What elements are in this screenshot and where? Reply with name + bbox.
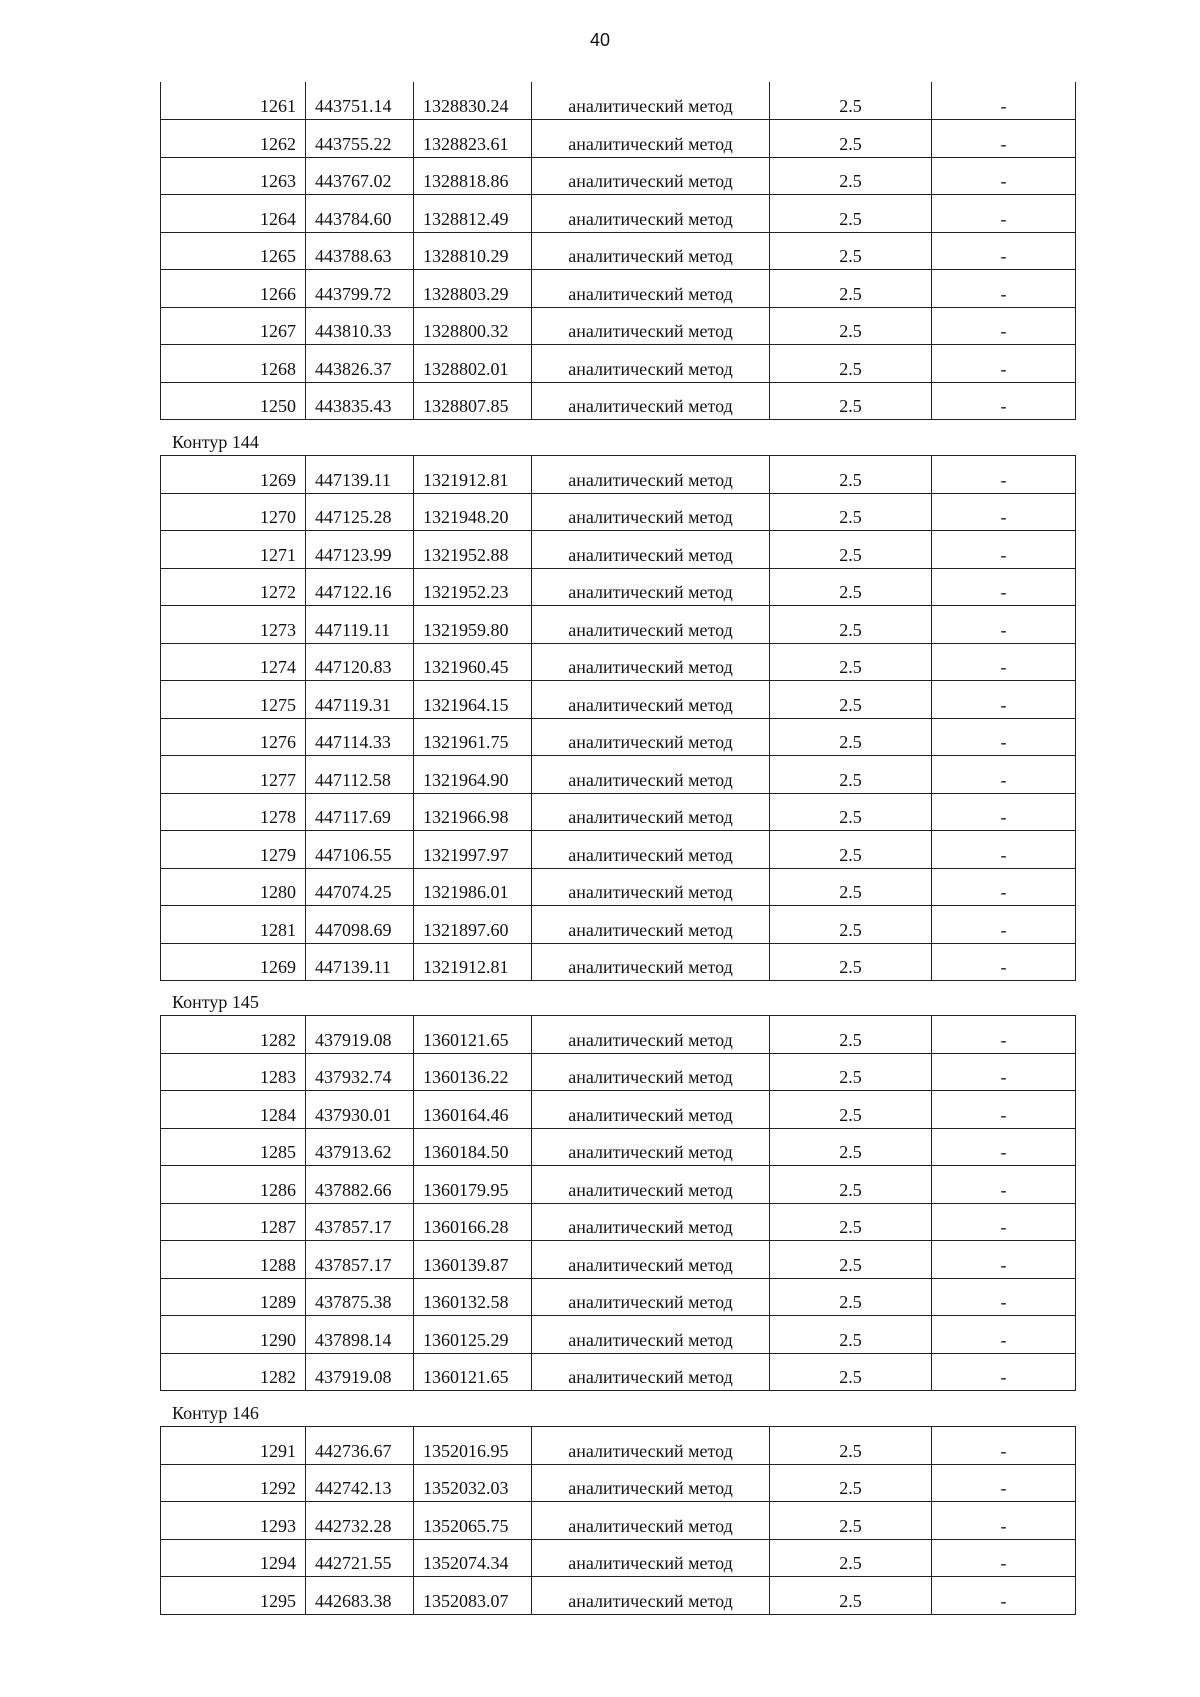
y-coordinate-cell: 1360139.87 (414, 1241, 532, 1279)
x-coordinate-cell: 443826.37 (306, 345, 414, 383)
table-row (161, 1278, 1076, 1316)
x-coordinate-cell: 437898.14 (306, 1316, 414, 1354)
description-cell: - (932, 1353, 1076, 1391)
method-cell: аналитический метод (532, 456, 770, 494)
error-cell: 2.5 (770, 831, 932, 869)
x-coordinate-cell: 443755.22 (306, 120, 414, 158)
table-row (161, 307, 1076, 345)
y-coordinate-cell: 1328810.29 (414, 232, 532, 270)
method-cell: аналитический метод (532, 1278, 770, 1316)
contour-caption: Контур 145 (172, 992, 259, 1012)
description-cell: - (932, 1053, 1076, 1091)
table-row (161, 382, 1076, 420)
method-cell: аналитический метод (532, 906, 770, 944)
error-cell: 2.5 (770, 943, 932, 981)
error-cell: 2.5 (770, 232, 932, 270)
table-row (161, 1203, 1076, 1241)
error-cell: 2.5 (770, 456, 932, 494)
x-coordinate-cell: 447112.58 (306, 756, 414, 794)
description-cell: - (932, 307, 1076, 345)
y-coordinate-cell: 1328823.61 (414, 120, 532, 158)
description-cell: - (932, 718, 1076, 756)
point-number-cell: 1264 (161, 195, 306, 233)
error-cell: 2.5 (770, 195, 932, 233)
error-cell: 2.5 (770, 1091, 932, 1129)
method-cell: аналитический метод (532, 195, 770, 233)
error-cell: 2.5 (770, 606, 932, 644)
point-number-cell: 1276 (161, 718, 306, 756)
y-coordinate-cell: 1321897.60 (414, 906, 532, 944)
error-cell: 2.5 (770, 718, 932, 756)
y-coordinate-cell: 1328818.86 (414, 157, 532, 195)
x-coordinate-cell: 447098.69 (306, 906, 414, 944)
point-number-cell: 1261 (161, 82, 306, 120)
description-cell: - (932, 568, 1076, 606)
error-cell: 2.5 (770, 82, 932, 120)
y-coordinate-cell: 1321964.90 (414, 756, 532, 794)
table-row (161, 493, 1076, 531)
error-cell: 2.5 (770, 270, 932, 308)
error-cell: 2.5 (770, 493, 932, 531)
method-cell: аналитический метод (532, 606, 770, 644)
coordinates-table (160, 1015, 1076, 1391)
point-number-cell: 1289 (161, 1278, 306, 1316)
error-cell: 2.5 (770, 1502, 932, 1540)
description-cell: - (932, 1539, 1076, 1577)
y-coordinate-cell: 1328807.85 (414, 382, 532, 420)
y-coordinate-cell: 1360125.29 (414, 1316, 532, 1354)
method-cell: аналитический метод (532, 307, 770, 345)
point-number-cell: 1266 (161, 270, 306, 308)
table-row (161, 681, 1076, 719)
description-cell: - (932, 681, 1076, 719)
x-coordinate-cell: 442721.55 (306, 1539, 414, 1577)
table-row (161, 1502, 1076, 1540)
error-cell: 2.5 (770, 1278, 932, 1316)
description-cell: - (932, 120, 1076, 158)
method-cell: аналитический метод (532, 831, 770, 869)
table-row (161, 1166, 1076, 1204)
y-coordinate-cell: 1328800.32 (414, 307, 532, 345)
description-cell: - (932, 1502, 1076, 1540)
x-coordinate-cell: 437913.62 (306, 1128, 414, 1166)
method-cell: аналитический метод (532, 1053, 770, 1091)
section-continued (160, 82, 1075, 420)
point-number-cell: 1274 (161, 643, 306, 681)
table-row (161, 1577, 1076, 1615)
x-coordinate-cell: 443767.02 (306, 157, 414, 195)
method-cell: аналитический метод (532, 1539, 770, 1577)
description-cell: - (932, 1278, 1076, 1316)
section-contour-144 (160, 418, 1075, 981)
method-cell: аналитический метод (532, 1502, 770, 1540)
x-coordinate-cell: 447139.11 (306, 456, 414, 494)
error-cell: 2.5 (770, 1427, 932, 1465)
y-coordinate-cell: 1321912.81 (414, 943, 532, 981)
x-coordinate-cell: 447114.33 (306, 718, 414, 756)
table-row (161, 568, 1076, 606)
table-row (161, 1316, 1076, 1354)
table-row (161, 718, 1076, 756)
method-cell: аналитический метод (532, 1128, 770, 1166)
point-number-cell: 1270 (161, 493, 306, 531)
y-coordinate-cell: 1328803.29 (414, 270, 532, 308)
error-cell: 2.5 (770, 1241, 932, 1279)
point-number-cell: 1279 (161, 831, 306, 869)
x-coordinate-cell: 437932.74 (306, 1053, 414, 1091)
method-cell: аналитический метод (532, 793, 770, 831)
x-coordinate-cell: 437857.17 (306, 1241, 414, 1279)
table-row (161, 345, 1076, 383)
method-cell: аналитический метод (532, 493, 770, 531)
table-row (161, 606, 1076, 644)
error-cell: 2.5 (770, 531, 932, 569)
description-cell: - (932, 232, 1076, 270)
table-row (161, 1053, 1076, 1091)
y-coordinate-cell: 1328812.49 (414, 195, 532, 233)
method-cell: аналитический метод (532, 270, 770, 308)
description-cell: - (932, 382, 1076, 420)
error-cell: 2.5 (770, 1203, 932, 1241)
point-number-cell: 1285 (161, 1128, 306, 1166)
y-coordinate-cell: 1328802.01 (414, 345, 532, 383)
method-cell: аналитический метод (532, 1241, 770, 1279)
table-row (161, 756, 1076, 794)
description-cell: - (932, 157, 1076, 195)
error-cell: 2.5 (770, 1577, 932, 1615)
y-coordinate-cell: 1360179.95 (414, 1166, 532, 1204)
method-cell: аналитический метод (532, 382, 770, 420)
point-number-cell: 1269 (161, 943, 306, 981)
description-cell: - (932, 1464, 1076, 1502)
table-row (161, 868, 1076, 906)
y-coordinate-cell: 1360121.65 (414, 1353, 532, 1391)
error-cell: 2.5 (770, 756, 932, 794)
method-cell: аналитический метод (532, 1316, 770, 1354)
point-number-cell: 1267 (161, 307, 306, 345)
coordinates-table (160, 455, 1076, 981)
error-cell: 2.5 (770, 307, 932, 345)
x-coordinate-cell: 443799.72 (306, 270, 414, 308)
point-number-cell: 1287 (161, 1203, 306, 1241)
point-number-cell: 1291 (161, 1427, 306, 1465)
description-cell: - (932, 1166, 1076, 1204)
description-cell: - (932, 195, 1076, 233)
y-coordinate-cell: 1321986.01 (414, 868, 532, 906)
point-number-cell: 1295 (161, 1577, 306, 1615)
point-number-cell: 1272 (161, 568, 306, 606)
error-cell: 2.5 (770, 1316, 932, 1354)
error-cell: 2.5 (770, 1166, 932, 1204)
method-cell: аналитический метод (532, 157, 770, 195)
y-coordinate-cell: 1360166.28 (414, 1203, 532, 1241)
method-cell: аналитический метод (532, 868, 770, 906)
table-row (161, 531, 1076, 569)
x-coordinate-cell: 443751.14 (306, 82, 414, 120)
error-cell: 2.5 (770, 906, 932, 944)
contour-caption: Контур 146 (172, 1403, 259, 1423)
description-cell: - (932, 1427, 1076, 1465)
error-cell: 2.5 (770, 1128, 932, 1166)
y-coordinate-cell: 1321964.15 (414, 681, 532, 719)
method-cell: аналитический метод (532, 1203, 770, 1241)
point-number-cell: 1286 (161, 1166, 306, 1204)
y-coordinate-cell: 1352065.75 (414, 1502, 532, 1540)
description-cell: - (932, 1091, 1076, 1129)
point-number-cell: 1277 (161, 756, 306, 794)
y-coordinate-cell: 1321961.75 (414, 718, 532, 756)
x-coordinate-cell: 437930.01 (306, 1091, 414, 1129)
description-cell: - (932, 756, 1076, 794)
table-row (161, 456, 1076, 494)
error-cell: 2.5 (770, 1053, 932, 1091)
coordinates-table (160, 82, 1076, 420)
method-cell: аналитический метод (532, 756, 770, 794)
point-number-cell: 1281 (161, 906, 306, 944)
method-cell: аналитический метод (532, 1353, 770, 1391)
error-cell: 2.5 (770, 345, 932, 383)
table-row (161, 793, 1076, 831)
description-cell: - (932, 606, 1076, 644)
point-number-cell: 1292 (161, 1464, 306, 1502)
x-coordinate-cell: 442742.13 (306, 1464, 414, 1502)
section-contour-146 (160, 1389, 1075, 1615)
error-cell: 2.5 (770, 1539, 932, 1577)
method-cell: аналитический метод (532, 531, 770, 569)
description-cell: - (932, 1241, 1076, 1279)
x-coordinate-cell: 442736.67 (306, 1427, 414, 1465)
point-number-cell: 1268 (161, 345, 306, 383)
description-cell: - (932, 943, 1076, 981)
point-number-cell: 1293 (161, 1502, 306, 1540)
table-row (161, 831, 1076, 869)
y-coordinate-cell: 1321952.23 (414, 568, 532, 606)
description-cell: - (932, 793, 1076, 831)
method-cell: аналитический метод (532, 345, 770, 383)
point-number-cell: 1290 (161, 1316, 306, 1354)
table-row (161, 1353, 1076, 1391)
method-cell: аналитический метод (532, 643, 770, 681)
x-coordinate-cell: 447122.16 (306, 568, 414, 606)
x-coordinate-cell: 447074.25 (306, 868, 414, 906)
point-number-cell: 1282 (161, 1016, 306, 1054)
method-cell: аналитический метод (532, 1166, 770, 1204)
point-number-cell: 1283 (161, 1053, 306, 1091)
table-row (161, 232, 1076, 270)
x-coordinate-cell: 443784.60 (306, 195, 414, 233)
y-coordinate-cell: 1321997.97 (414, 831, 532, 869)
table-row (161, 1427, 1076, 1465)
method-cell: аналитический метод (532, 1464, 770, 1502)
y-coordinate-cell: 1321948.20 (414, 493, 532, 531)
error-cell: 2.5 (770, 681, 932, 719)
point-number-cell: 1271 (161, 531, 306, 569)
description-cell: - (932, 456, 1076, 494)
description-cell: - (932, 1128, 1076, 1166)
point-number-cell: 1282 (161, 1353, 306, 1391)
x-coordinate-cell: 437919.08 (306, 1353, 414, 1391)
method-cell: аналитический метод (532, 568, 770, 606)
y-coordinate-cell: 1360164.46 (414, 1091, 532, 1129)
description-cell: - (932, 1316, 1076, 1354)
method-cell: аналитический метод (532, 1091, 770, 1129)
y-coordinate-cell: 1360136.22 (414, 1053, 532, 1091)
error-cell: 2.5 (770, 868, 932, 906)
point-number-cell: 1262 (161, 120, 306, 158)
table-row (161, 120, 1076, 158)
y-coordinate-cell: 1321952.88 (414, 531, 532, 569)
error-cell: 2.5 (770, 568, 932, 606)
method-cell: аналитический метод (532, 681, 770, 719)
point-number-cell: 1288 (161, 1241, 306, 1279)
table-row (161, 1464, 1076, 1502)
point-number-cell: 1278 (161, 793, 306, 831)
description-cell: - (932, 1577, 1076, 1615)
x-coordinate-cell: 443788.63 (306, 232, 414, 270)
section-contour-145 (160, 978, 1075, 1391)
description-cell: - (932, 1203, 1076, 1241)
x-coordinate-cell: 437857.17 (306, 1203, 414, 1241)
x-coordinate-cell: 443810.33 (306, 307, 414, 345)
x-coordinate-cell: 447106.55 (306, 831, 414, 869)
table-row (161, 270, 1076, 308)
error-cell: 2.5 (770, 1016, 932, 1054)
y-coordinate-cell: 1321959.80 (414, 606, 532, 644)
table-row (161, 1128, 1076, 1166)
table-row (161, 943, 1076, 981)
contour-caption: Контур 144 (172, 432, 259, 452)
point-number-cell: 1265 (161, 232, 306, 270)
table-row (161, 1241, 1076, 1279)
y-coordinate-cell: 1352074.34 (414, 1539, 532, 1577)
point-number-cell: 1263 (161, 157, 306, 195)
point-number-cell: 1294 (161, 1539, 306, 1577)
y-coordinate-cell: 1360132.58 (414, 1278, 532, 1316)
point-number-cell: 1275 (161, 681, 306, 719)
point-number-cell: 1269 (161, 456, 306, 494)
table-row (161, 157, 1076, 195)
point-number-cell: 1284 (161, 1091, 306, 1129)
y-coordinate-cell: 1352032.03 (414, 1464, 532, 1502)
error-cell: 2.5 (770, 1464, 932, 1502)
x-coordinate-cell: 447125.28 (306, 493, 414, 531)
y-coordinate-cell: 1321960.45 (414, 643, 532, 681)
y-coordinate-cell: 1352016.95 (414, 1427, 532, 1465)
method-cell: аналитический метод (532, 1577, 770, 1615)
description-cell: - (932, 82, 1076, 120)
y-coordinate-cell: 1321966.98 (414, 793, 532, 831)
x-coordinate-cell: 447120.83 (306, 643, 414, 681)
table-row (161, 1016, 1076, 1054)
description-cell: - (932, 345, 1076, 383)
description-cell: - (932, 531, 1076, 569)
error-cell: 2.5 (770, 1353, 932, 1391)
method-cell: аналитический метод (532, 82, 770, 120)
description-cell: - (932, 270, 1076, 308)
table-row (161, 643, 1076, 681)
x-coordinate-cell: 443835.43 (306, 382, 414, 420)
method-cell: аналитический метод (532, 120, 770, 158)
x-coordinate-cell: 442683.38 (306, 1577, 414, 1615)
error-cell: 2.5 (770, 382, 932, 420)
table-row (161, 82, 1076, 120)
y-coordinate-cell: 1321912.81 (414, 456, 532, 494)
x-coordinate-cell: 437875.38 (306, 1278, 414, 1316)
method-cell: аналитический метод (532, 232, 770, 270)
x-coordinate-cell: 447119.11 (306, 606, 414, 644)
description-cell: - (932, 1016, 1076, 1054)
description-cell: - (932, 906, 1076, 944)
x-coordinate-cell: 442732.28 (306, 1502, 414, 1540)
x-coordinate-cell: 447139.11 (306, 943, 414, 981)
table-row (161, 1539, 1076, 1577)
error-cell: 2.5 (770, 793, 932, 831)
method-cell: аналитический метод (532, 1427, 770, 1465)
method-cell: аналитический метод (532, 1016, 770, 1054)
x-coordinate-cell: 437919.08 (306, 1016, 414, 1054)
method-cell: аналитический метод (532, 718, 770, 756)
description-cell: - (932, 831, 1076, 869)
table-row (161, 1091, 1076, 1129)
point-number-cell: 1280 (161, 868, 306, 906)
table-row (161, 195, 1076, 233)
point-number-cell: 1250 (161, 382, 306, 420)
coordinates-table (160, 1426, 1076, 1615)
point-number-cell: 1273 (161, 606, 306, 644)
description-cell: - (932, 868, 1076, 906)
y-coordinate-cell: 1360184.50 (414, 1128, 532, 1166)
table-row (161, 906, 1076, 944)
error-cell: 2.5 (770, 157, 932, 195)
description-cell: - (932, 493, 1076, 531)
y-coordinate-cell: 1328830.24 (414, 82, 532, 120)
error-cell: 2.5 (770, 643, 932, 681)
x-coordinate-cell: 437882.66 (306, 1166, 414, 1204)
method-cell: аналитический метод (532, 943, 770, 981)
x-coordinate-cell: 447123.99 (306, 531, 414, 569)
description-cell: - (932, 643, 1076, 681)
y-coordinate-cell: 1352083.07 (414, 1577, 532, 1615)
x-coordinate-cell: 447117.69 (306, 793, 414, 831)
page-number: 40 (589, 30, 611, 50)
y-coordinate-cell: 1360121.65 (414, 1016, 532, 1054)
x-coordinate-cell: 447119.31 (306, 681, 414, 719)
error-cell: 2.5 (770, 120, 932, 158)
